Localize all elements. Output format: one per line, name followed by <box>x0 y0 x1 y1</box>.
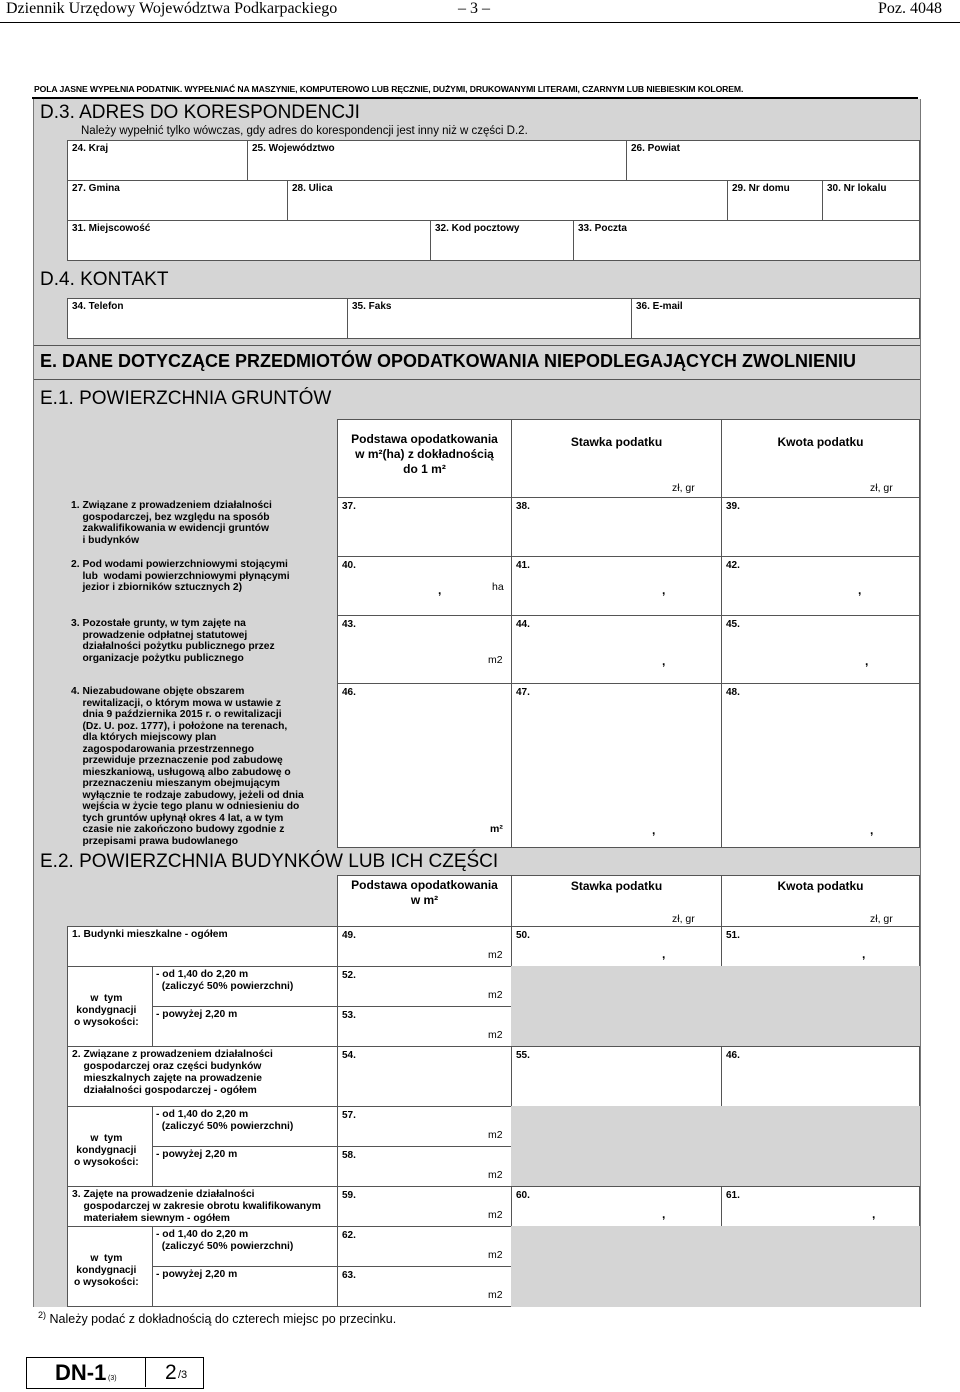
e2-num-58: 58. <box>342 1150 356 1161</box>
section-d3-note: Należy wypełnić tylko wówczas, gdy adres do korespondencji jest inny niż w części D.2. <box>81 125 528 137</box>
e2-field-54[interactable] <box>337 1046 512 1107</box>
e1-num-39: 39. <box>726 501 740 512</box>
e1-unit-ha: ha <box>492 581 504 593</box>
e1-col-rate <box>511 419 722 498</box>
field-email-label: 36. E-mail <box>636 301 683 312</box>
field-post-office-label: 33. Poczta <box>578 223 627 234</box>
header-rule <box>0 22 960 23</box>
field-email[interactable] <box>631 298 920 339</box>
e2-g3-h1 <box>152 1226 338 1267</box>
e2-unit-53: m2 <box>488 1029 503 1041</box>
field-post-office[interactable] <box>573 220 920 261</box>
e2-field-60[interactable] <box>511 1186 722 1227</box>
page-number: – 3 – <box>458 0 490 17</box>
e2-g3-wtym <box>67 1226 153 1307</box>
e2-field-61[interactable] <box>721 1186 920 1227</box>
e1-num-41: 41. <box>516 560 530 571</box>
e2-g1-wtym-label: w tym kondygnacji o wysokości: <box>74 993 139 1028</box>
e2-num-63: 63. <box>342 1270 356 1281</box>
e2-col-rate <box>511 875 722 927</box>
e2-num-51: 51. <box>726 930 740 941</box>
e2-field-55[interactable] <box>511 1046 722 1107</box>
e2-g2-h1-label: - od 1,40 do 2,20 m (zaliczyć 50% powierzchni) <box>156 1109 294 1132</box>
e2-rate-zl-gr: zł, gr <box>672 913 695 925</box>
field-city[interactable] <box>67 220 431 261</box>
section-e1-rule <box>34 379 920 380</box>
e1-comma-41: , <box>662 583 666 597</box>
e1-num-40: 40. <box>342 560 356 571</box>
e1-col-amount-label: Kwota podatku <box>777 435 864 449</box>
e2-num-49: 49. <box>342 930 356 941</box>
e2-field-56[interactable] <box>721 1046 920 1107</box>
e2-unit-63: m2 <box>488 1289 503 1301</box>
e1-field-41[interactable] <box>511 556 722 616</box>
e2-col-base-label: Podstawa opodatkowania w m² <box>351 878 498 907</box>
e2-g1-h1 <box>152 966 338 1007</box>
section-d3-title: D.3. ADRES DO KORESPONDENCJI <box>40 102 360 123</box>
e2-comma-50: , <box>662 947 666 961</box>
e1-field-37[interactable] <box>337 497 512 557</box>
e2-g3-h2-label: - powyżej 2,20 m <box>156 1269 238 1280</box>
form-code-box <box>26 1357 204 1389</box>
e1-num-38: 38. <box>516 501 530 512</box>
e2-unit-58: m2 <box>488 1169 503 1181</box>
e1-comma-47: , <box>652 823 656 837</box>
footnote <box>38 1310 396 1326</box>
field-house-number[interactable] <box>727 180 823 221</box>
field-street[interactable] <box>287 180 728 221</box>
e2-comma-61: , <box>872 1207 876 1221</box>
field-postal-code[interactable] <box>430 220 574 261</box>
e1-num-45: 45. <box>726 619 740 630</box>
e2-g2-h2-label: - powyżej 2,20 m <box>156 1149 238 1160</box>
e2-field-49[interactable] <box>337 926 512 967</box>
e2-field-58[interactable] <box>337 1146 512 1187</box>
field-county-label: 26. Powiat <box>631 143 680 154</box>
e2-g2-wtym-label: w tym kondygnacji o wysokości: <box>74 1133 139 1168</box>
e2-g1-h2-label: - powyżej 2,20 m <box>156 1009 238 1020</box>
form-page: 2 <box>165 1361 177 1384</box>
e2-g3-wtym-label: w tym kondygnacji o wysokości: <box>74 1253 139 1288</box>
e1-col-rate-label: Stawka podatku <box>570 435 663 449</box>
e2-row3 <box>67 1186 338 1227</box>
field-country-label: 24. Kraj <box>72 143 109 154</box>
footnote-text: Należy podać z dokładnością do czterech miejsc po przecinku. <box>49 1312 397 1327</box>
section-e-rule <box>34 345 920 346</box>
fill-instruction: POLA JASNE WYPEŁNIA PODATNIK. WYPEŁNIAĆ NA MASZYNIE, KOMPUTEROWO LUB RĘCZNIE, DUŻYMI, DRUKOWANYMI LITERAMI, CZARNYM LUB NIEBIESKIM KOLOREM. <box>34 84 744 94</box>
form-body <box>33 99 921 1307</box>
e2-num-53: 53. <box>342 1010 356 1021</box>
e2-g2-h2 <box>152 1146 338 1187</box>
field-county[interactable] <box>626 140 920 181</box>
e1-num-47: 47. <box>516 687 530 698</box>
e1-unit-m2-43: m2 <box>488 654 503 666</box>
e2-g3-h2 <box>152 1266 338 1307</box>
e2-num-57: 57. <box>342 1110 356 1121</box>
e2-unit-49: m2 <box>488 949 503 961</box>
e2-g2-h1 <box>152 1106 338 1147</box>
form-code-cell <box>27 1358 146 1387</box>
e1-row2-label: 2. Pod wodami powierzchniowymi stojącymi lub wodami powierzchniowymi płynącymi jezior i zbiorników sztucznych 2) <box>71 559 290 593</box>
e1-comma-45: , <box>865 654 869 668</box>
e1-num-46: 46. <box>342 687 356 698</box>
e2-unit-62: m2 <box>488 1249 503 1261</box>
e1-field-48[interactable] <box>721 683 920 848</box>
e1-col-amount <box>721 419 920 498</box>
e1-amount-zl-gr: zł, gr <box>870 482 893 494</box>
e2-field-62[interactable] <box>337 1226 512 1267</box>
journal-title: Dziennik Urzędowy Województwa Podkarpackiego <box>6 0 338 17</box>
e2-unit-52: m2 <box>488 989 503 1001</box>
e1-comma-42: , <box>858 583 862 597</box>
e2-num-50: 50. <box>516 930 530 941</box>
section-d4-title: D.4. KONTAKT <box>40 269 169 290</box>
e2-comma-60: , <box>662 1207 666 1221</box>
e2-num-55: 55. <box>516 1050 530 1061</box>
e2-g3-h1-label: - od 1,40 do 2,20 m (zaliczyć 50% powierzchni) <box>156 1229 294 1252</box>
field-voivodeship[interactable] <box>247 140 627 181</box>
e1-rate-zl-gr: zł, gr <box>672 482 695 494</box>
e2-col-amount-label: Kwota podatku <box>777 879 864 893</box>
e1-field-43[interactable] <box>337 615 512 684</box>
field-apartment-number-label: 30. Nr lokalu <box>827 183 887 194</box>
e2-unit-59: m2 <box>488 1209 503 1221</box>
e1-field-42[interactable] <box>721 556 920 616</box>
e1-num-37: 37. <box>342 501 356 512</box>
e1-row1-label: 1. Związane z prowadzeniem działalności gospodarczej, bez względu na sposób zakwalifikowania w ewidencji gruntów i budynków <box>71 500 272 546</box>
e1-num-48: 48. <box>726 687 740 698</box>
field-apartment-number[interactable] <box>822 180 920 221</box>
field-street-label: 28. Ulica <box>292 183 333 194</box>
field-phone-label: 34. Telefon <box>72 301 124 312</box>
e2-num-56: 46. <box>726 1050 740 1061</box>
section-e-title: E. DANE DOTYCZĄCE PRZEDMIOTÓW OPODATKOWANIA NIEPODLEGAJĄCYCH ZWOLNIENIU <box>40 351 857 371</box>
e1-num-43: 43. <box>342 619 356 630</box>
e1-col-base <box>337 419 512 498</box>
e2-g3-grey-area <box>511 1226 920 1307</box>
position-number: Poz. 4048 <box>878 0 942 17</box>
e1-row4-label: 4. Niezabudowane objęte obszarem rewitalizacji, o którym mowa w ustawie z dnia 9 października 2015 r. o rewitalizacji (Dz. U. poz. 1777), i położone na terenach, dla których miejscowy plan zagospodarowania przestrzennego przewiduje przeznaczenie pod zabudowę mieszkaniową, usługową albo zabudowę o przeznaczeniu mieszanym obejmującym wyłącznie te rodzaje zabudowy, jeżeli od dnia wejścia w życie tego planu w odniesieniu do tych gruntów upłynął okres 4 lat, a w tym czasie nie zakończono budowy zgodnie z przepisami prawa budowlanego <box>71 686 304 847</box>
e1-num-44: 44. <box>516 619 530 630</box>
e1-row3-label: 3. Pozostałe grunty, w tym zajęte na prowadzenie odpłatnej statutowej działalności pożytku publicznego przez organizacje pożytku publicznego <box>71 618 275 664</box>
e2-field-53[interactable] <box>337 1006 512 1047</box>
e2-row3-label: 3. Zajęte na prowadzenie działalności gospodarczej w zakresie obrotu kwalifikowanym materiałem siewnym - ogółem <box>72 1189 321 1224</box>
e2-row2 <box>67 1046 338 1107</box>
e2-field-50[interactable] <box>511 926 722 967</box>
e1-comma-40: , <box>438 583 442 597</box>
field-phone[interactable] <box>67 298 348 339</box>
e1-field-47[interactable] <box>511 683 722 848</box>
e2-col-rate-label: Stawka podatku <box>570 879 663 893</box>
section-e2-title: E.2. POWIERZCHNIA BUDYNKÓW LUB ICH CZĘŚCI <box>40 851 499 872</box>
e1-field-44[interactable] <box>511 615 722 684</box>
e2-g1-wtym <box>67 966 153 1047</box>
field-fax-label: 35. Faks <box>352 301 392 312</box>
form-code-version: (3) <box>108 1375 117 1382</box>
field-commune[interactable] <box>67 180 288 221</box>
e2-field-52[interactable] <box>337 966 512 1007</box>
e2-col-base <box>337 875 512 927</box>
e2-g1-grey-area <box>511 966 920 1047</box>
e1-field-38[interactable] <box>511 497 722 557</box>
e2-col-amount <box>721 875 920 927</box>
e2-g1-h2 <box>152 1006 338 1047</box>
e2-g1-h1-label: - od 1,40 do 2,20 m (zaliczyć 50% powierzchni) <box>156 969 294 992</box>
field-house-number-label: 29. Nr domu <box>732 183 790 194</box>
field-fax[interactable] <box>347 298 632 339</box>
e1-field-39[interactable] <box>721 497 920 557</box>
e2-num-60: 60. <box>516 1190 530 1201</box>
e2-amount-zl-gr: zł, gr <box>870 913 893 925</box>
e2-row1 <box>67 926 338 967</box>
e2-g2-grey-area <box>511 1106 920 1187</box>
e2-num-54: 54. <box>342 1050 356 1061</box>
e2-num-61: 61. <box>726 1190 740 1201</box>
e2-num-62: 62. <box>342 1230 356 1241</box>
e2-field-57[interactable] <box>337 1106 512 1147</box>
e2-field-51[interactable] <box>721 926 920 967</box>
e2-row2-label: 2. Związane z prowadzeniem działalności gospodarczej oraz części budynków mieszkalnych zajęte na prowadzenie działalności gospodarczej - ogółem <box>72 1049 273 1096</box>
e1-comma-48: , <box>870 823 874 837</box>
e1-num-42: 42. <box>726 560 740 571</box>
section-e1-title: E.1. POWIERZCHNIA GRUNTÓW <box>40 388 332 409</box>
e1-field-45[interactable] <box>721 615 920 684</box>
e2-row1-label: 1. Budynki mieszkalne - ogółem <box>72 929 228 940</box>
e1-field-46[interactable] <box>337 683 512 848</box>
form-code: DN-1 <box>55 1360 107 1385</box>
field-postal-code-label: 32. Kod pocztowy <box>435 223 520 234</box>
e1-field-40[interactable] <box>337 556 512 616</box>
e2-field-59[interactable] <box>337 1186 512 1227</box>
e1-col-base-label: Podstawa opodatkowania w m²(ha) z dokładnością do 1 m² <box>351 432 498 476</box>
field-voivodeship-label: 25. Województwo <box>252 143 335 154</box>
e1-comma-44: , <box>662 654 666 668</box>
field-country[interactable] <box>67 140 248 181</box>
field-city-label: 31. Miejscowość <box>72 223 151 234</box>
e2-num-59: 59. <box>342 1190 356 1201</box>
form-page-total: /3 <box>178 1369 188 1381</box>
e2-g2-wtym <box>67 1106 153 1187</box>
field-commune-label: 27. Gmina <box>72 183 120 194</box>
e2-comma-51: , <box>862 947 866 961</box>
e2-field-63[interactable] <box>337 1266 512 1307</box>
e2-unit-57: m2 <box>488 1129 503 1141</box>
e1-unit-m2-46: m² <box>490 823 503 835</box>
footnote-mark: 2) <box>38 1310 47 1320</box>
e2-num-52: 52. <box>342 970 356 981</box>
